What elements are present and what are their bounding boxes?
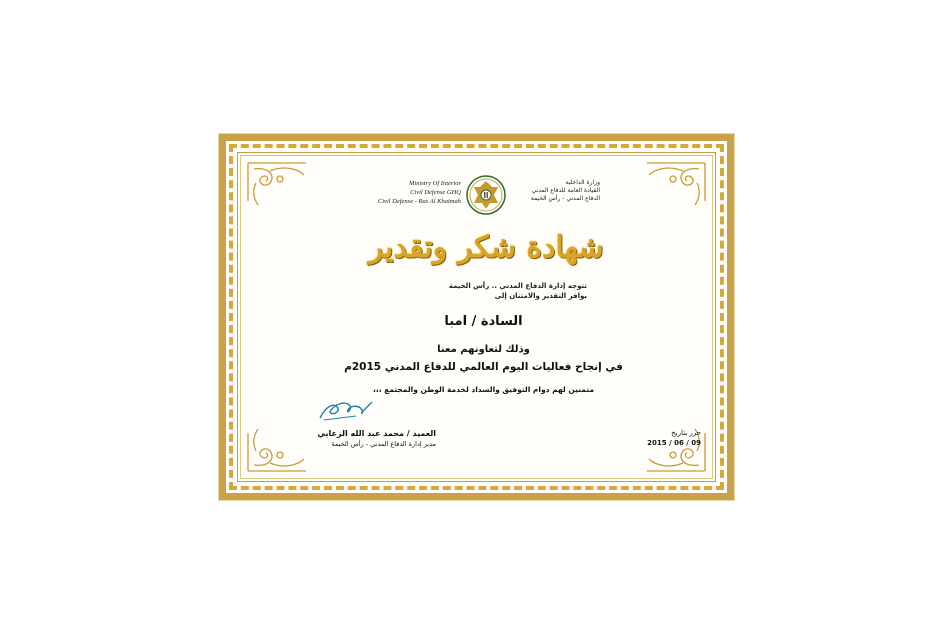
ministry-line: Civil Defense - Ras Al Khaimah [377, 198, 461, 205]
body-line: في إنجاح فعاليات اليوم العالمي للدفاع المدني 2015م [344, 361, 623, 373]
address-line: بوافر التقدير والامتنان إلى [494, 292, 587, 300]
signature-icon [316, 396, 376, 424]
body-line: وذلك لتعاونهم معنا [437, 344, 530, 355]
certificate-title: شهادة شكر وتقدير [368, 230, 604, 265]
issue-date: 2015 / 06 / 09 [647, 439, 701, 447]
ministry-line: وزارة الداخلية [565, 179, 600, 186]
ministry-name-arabic [510, 179, 600, 203]
ministry-line: الدفاع المدني - رأس الخيمة [530, 195, 600, 202]
ministry-name-english [376, 179, 461, 206]
uae-emblem-icon [466, 173, 506, 217]
corner-ornament-icon [627, 161, 707, 211]
address-line: تتوجه إدارة الدفاع المدني .. رأس الخيمة [448, 282, 587, 290]
signer-name: العميد / محمد عبد الله الزعابي [317, 429, 436, 438]
recipient-name: السادة / امبا [444, 314, 523, 329]
ministry-line: Civil Defense GHQ [410, 189, 461, 196]
signer-block [266, 429, 436, 448]
date-label: حرر بتاريخ [671, 429, 701, 437]
address-block [347, 281, 587, 301]
date-block [616, 429, 701, 447]
closing-wish: متمنين لهم دوام التوفيق والسداد لخدمة الوطن والمجتمع ،،، [373, 385, 594, 394]
corner-ornament-icon [246, 161, 326, 211]
ministry-line: Ministry Of Interior [409, 180, 461, 187]
ministry-line: القيادة العامة للدفاع المدني [531, 187, 600, 194]
certificate [219, 134, 734, 500]
signer-role: مدير إدارة الدفاع المدني - رأس الخيمة [331, 440, 436, 448]
